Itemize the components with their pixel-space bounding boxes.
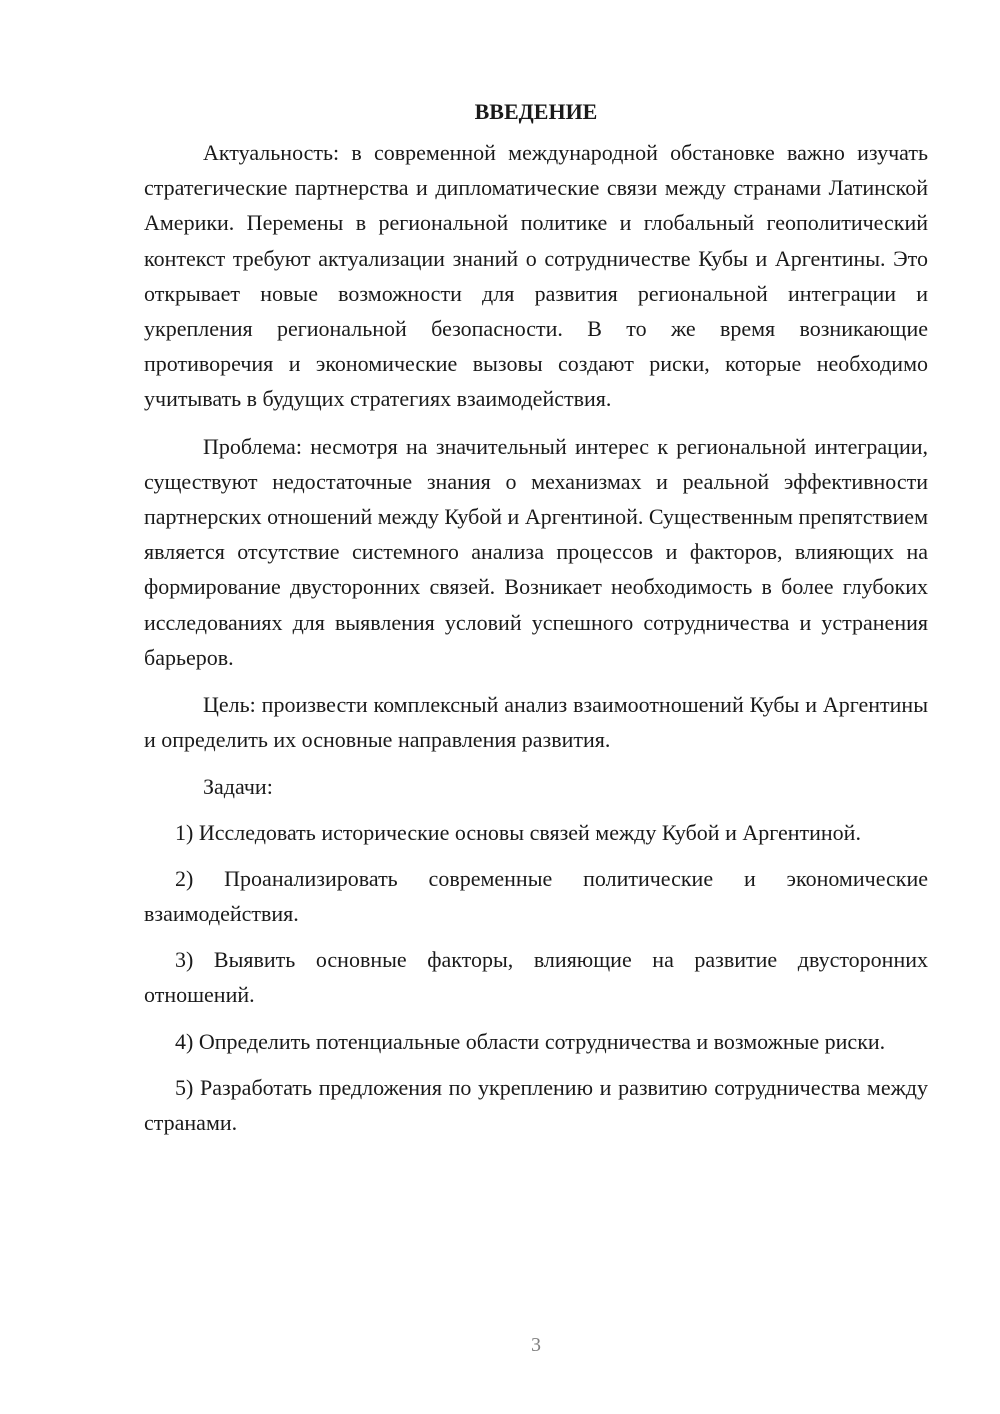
paragraph-relevance: Актуальность: в современной международной обстановке важно изучать стратегические партнерства и дипломатические связи между странами Латинской Америки. Перемены в региональной политике и глобальный геополитический контекст требуют актуализации знаний о сотрудничестве Кубы и Аргентины. Это открывает новые возможности для развития региональной интеграции и укрепления региональной безопасности. В то же время возникающие противоречия и экономические вызовы создают риски, которые необходимо учитывать в будущих стратегиях взаимодействия. [144, 140, 928, 412]
page-content [144, 94, 928, 1151]
section-title: ВВЕДЕНИЕ [474, 99, 598, 124]
task-item: 1) Исследовать исторические основы связей между Кубой и Аргентиной. [175, 819, 861, 845]
task-item: 5) Разработать предложения по укреплению и развитию сотрудничества между странами. [144, 1074, 928, 1136]
paragraph-goal: Цель: произвести комплексный анализ взаимоотношений Кубы и Аргентины и определить их основные направления развития. [144, 692, 928, 753]
paragraph-problem: Проблема: несмотря на значительный интерес к региональной интеграции, существуют недостаточные знания о механизмах и реальной эффективности партнерских отношений между Кубой и Аргентиной. Существенным препятствием является отсутствие системного анализа процессов и факторов, влияющих на формирование двусторонних связей. Возникает необходимость в более глубоких исследованиях для выявления условий успешного сотрудничества и устранения барьеров. [144, 433, 928, 670]
task-item: 2) Проанализировать современные политические и экономические взаимодействия. [144, 865, 928, 927]
task-item: 3) Выявить основные факторы, влияющие на развитие двусторонних отношений. [144, 947, 928, 1008]
tasks-heading: Задачи: [203, 774, 273, 800]
page-number: 3 [531, 1334, 541, 1356]
task-item: 4) Определить потенциальные области сотрудничества и возможные риски. [175, 1028, 886, 1054]
